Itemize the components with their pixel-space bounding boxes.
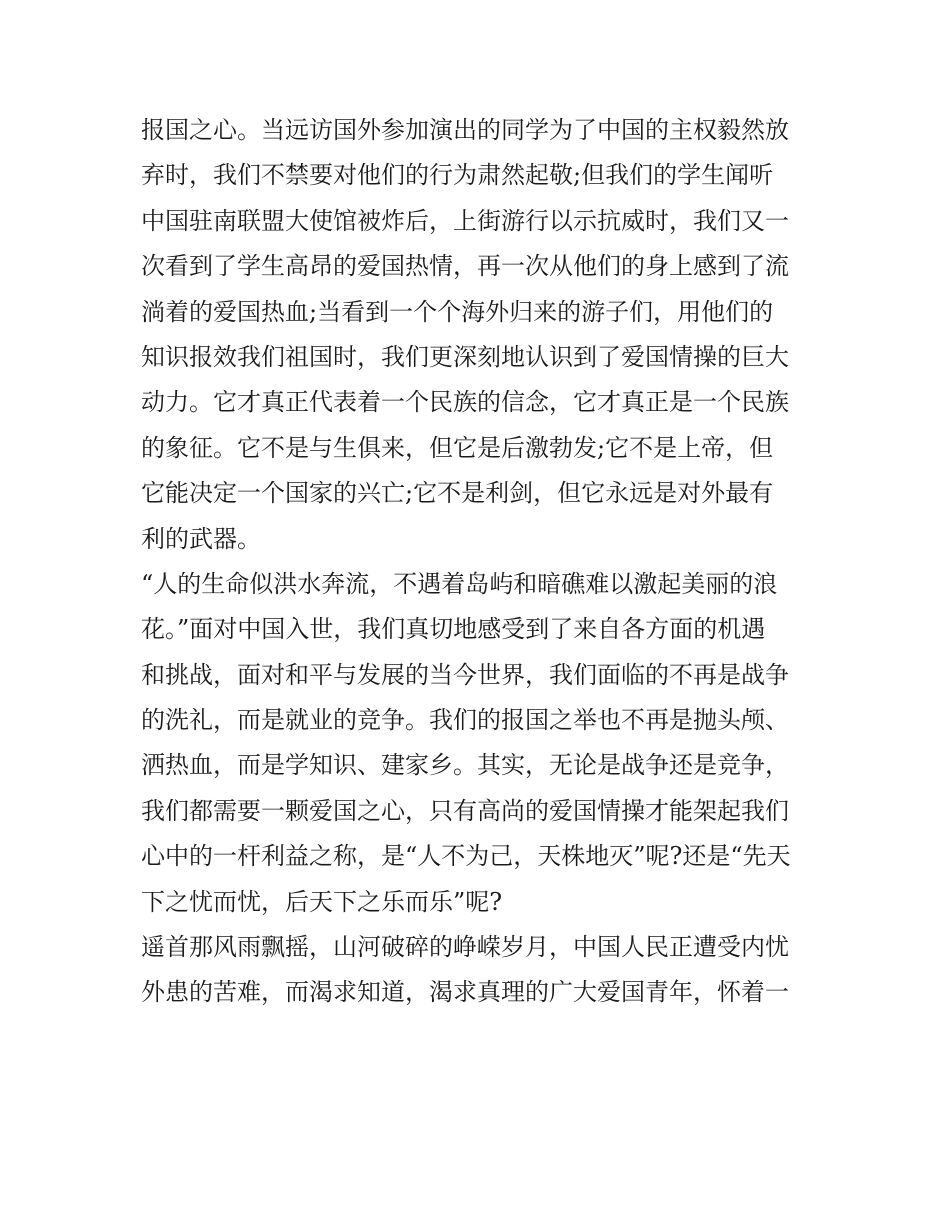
text-line: 中国驻南联盟大使馆被炸后，上街游行以示抗威时，我们又一 (141, 206, 789, 235)
text-line: 利的武器。 (141, 524, 261, 553)
text-line: 淌着的爱国热血;当看到一个个海外归来的游子们，用他们的 (141, 297, 774, 326)
text-line: 的象征。它不是与生俱来，但它是后激勃发;它不是上帝，但 (141, 433, 774, 462)
text-line: 和挑战，面对和平与发展的当今世界，我们面临的不再是战争 (141, 660, 789, 689)
text-line: 报国之心。当远访国外参加演出的同学为了中国的主权毅然放 (141, 116, 789, 144)
text-line: 动力。它才真正代表着一个民族的信念，它才真正是一个民族 (141, 388, 789, 417)
text-line: 弃时，我们不禁要对他们的行为肃然起敬;但我们的学生闻听 (141, 161, 774, 190)
text-line: 遥首那风雨飘摇，山河破碎的峥嵘岁月，中国人民正遭受内忧 (141, 933, 789, 962)
text-line: 外患的苦难，而渴求知道，渴求真理的广大爱国青年，怀着一 (141, 978, 789, 1007)
body-text (141, 108, 813, 1016)
text-line: 的洗礼，而是就业的竞争。我们的报国之举也不再是抛头颅、 (141, 706, 789, 735)
text-line: 下之忧而忧，后天下之乐而乐”呢? (141, 887, 503, 916)
text-line: 花。”面对中国入世，我们真切地感受到了来自各方面的机遇 (141, 615, 766, 644)
text-line: 洒热血，而是学知识、建家乡。其实，无论是战争还是竞争， (141, 751, 789, 780)
text-line: 次看到了学生高昂的爱国热情，再一次从他们的身上感到了流 (141, 252, 789, 281)
text-line: 知识报效我们祖国时，我们更深刻地认识到了爱国情操的巨大 (141, 342, 789, 371)
text-line: “人的生命似洪水奔流，不遇着岛屿和暗礁难以激起美丽的浪 (141, 569, 778, 598)
text-line: 它能决定一个国家的兴亡;它不是利剑，但它永远是对外最有 (141, 479, 774, 508)
text-line: 心中的一杆利益之称，是“人不为己，天株地灭”呢?还是“先天 (141, 842, 791, 871)
text-line: 我们都需要一颗爱国之心，只有高尚的爱国情操才能架起我们 (141, 796, 789, 825)
